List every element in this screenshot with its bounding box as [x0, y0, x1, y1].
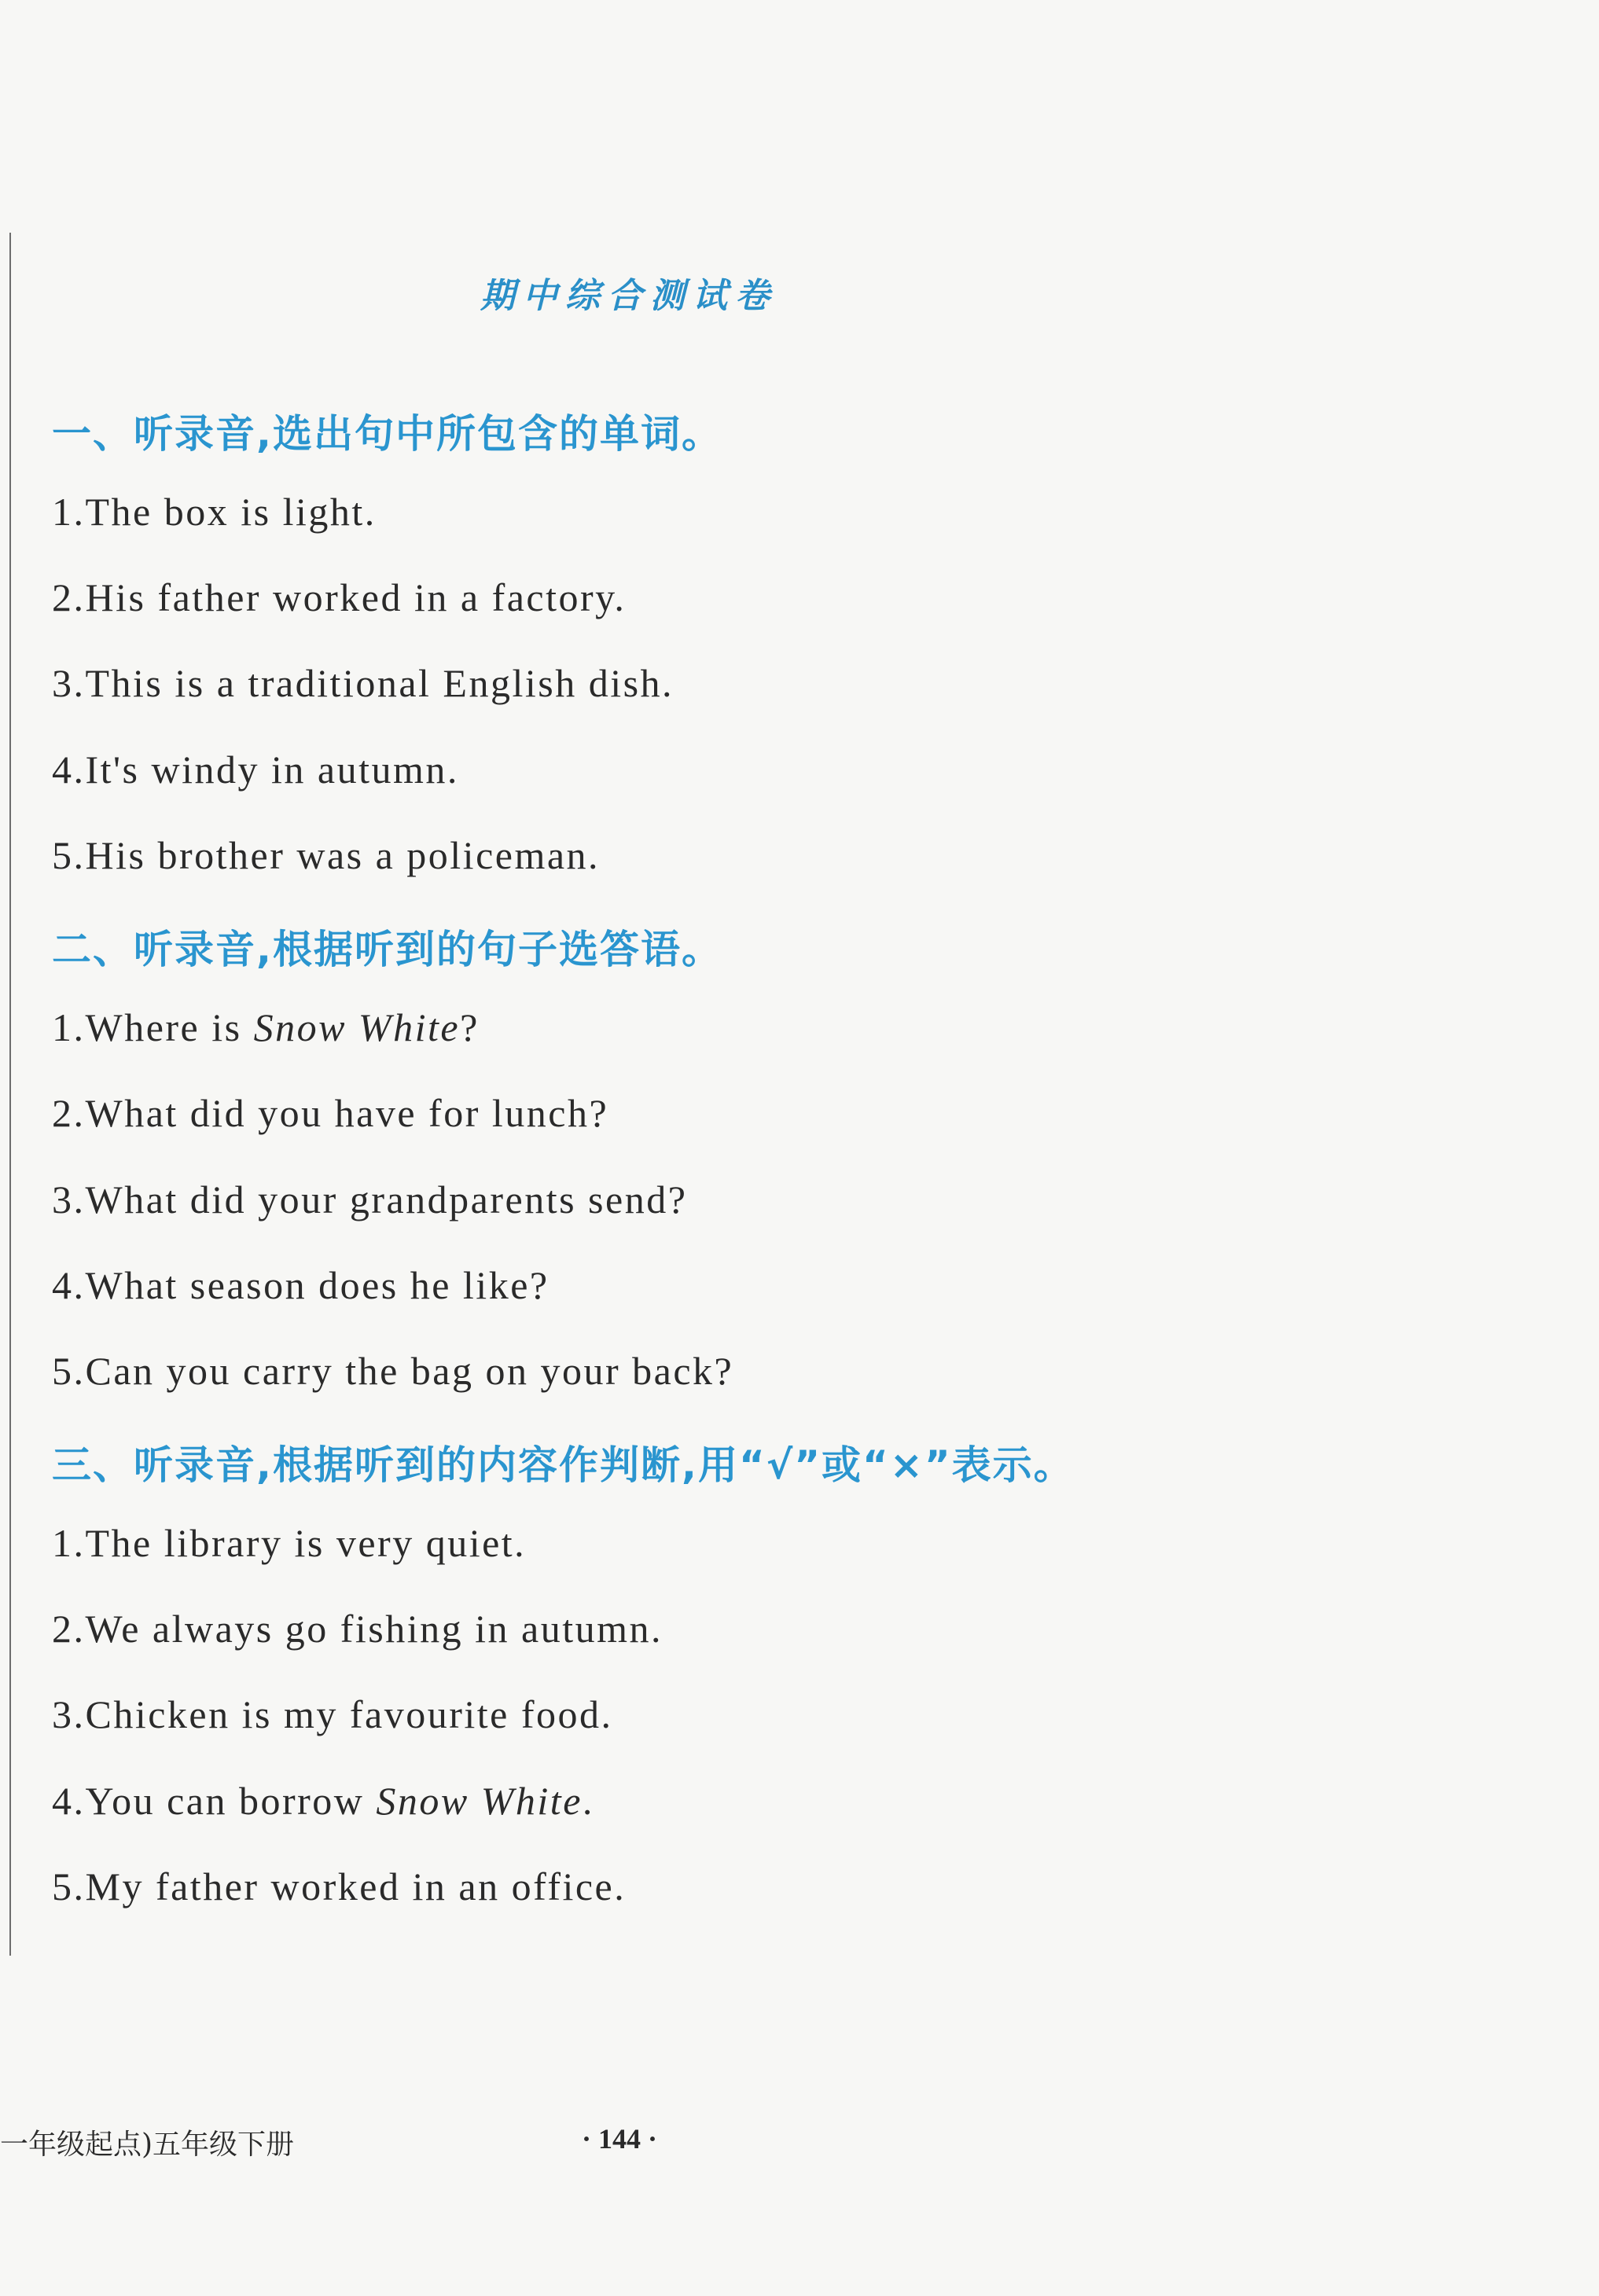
- section-1-item-4: 4.It's windy in autumn.: [52, 748, 459, 792]
- section-3-item-3: 3.Chicken is my favourite food.: [52, 1692, 613, 1736]
- item-text: 1.Where is: [52, 1005, 254, 1049]
- section-2-item-3: 3.What did your grandparents send?: [52, 1177, 688, 1221]
- section-1-heading: 一、听录音,选出句中所包含的单词。: [52, 411, 722, 457]
- section-3-item-1: 1.The library is very quiet.: [52, 1521, 527, 1565]
- section-1-item-2: 2.His father worked in a factory.: [52, 575, 627, 619]
- item-text: ?: [460, 1005, 480, 1049]
- page-title: 期中综合测试卷: [480, 276, 777, 316]
- item-italic-title: Snow White: [376, 1779, 583, 1823]
- item-text: .: [582, 1779, 594, 1823]
- section-1-item-3: 3.This is a traditional English dish.: [52, 661, 675, 705]
- section-1-item-5: 5.His brother was a policeman.: [52, 833, 601, 877]
- section-3-item-2: 2.We always go fishing in autumn.: [52, 1607, 663, 1651]
- section-3-item-4: [52, 1778, 594, 1824]
- margin-line: [9, 233, 11, 1956]
- section-2-item-4: 4.What season does he like?: [52, 1263, 550, 1307]
- section-2-heading: 二、听录音,根据听到的句子选答语。: [52, 927, 722, 972]
- section-2-item-2: 2.What did you have for lunch?: [52, 1091, 609, 1135]
- section-3-item-5: 5.My father worked in an office.: [52, 1864, 627, 1908]
- section-3-heading: 三、听录音,根据听到的内容作判断,用“√”或“×”表示。: [52, 1442, 1075, 1488]
- page-number: · 144 ·: [582, 2123, 658, 2155]
- section-2-item-5: 5.Can you carry the bag on your back?: [52, 1349, 734, 1393]
- footer-book-label: 一年级起点)五年级下册: [0, 2129, 295, 2161]
- section-2-item-1: [52, 1005, 480, 1050]
- item-italic-title: Snow White: [253, 1005, 461, 1049]
- section-1-item-1: 1.The box is light.: [52, 490, 377, 534]
- item-text: 4.You can borrow: [52, 1779, 377, 1823]
